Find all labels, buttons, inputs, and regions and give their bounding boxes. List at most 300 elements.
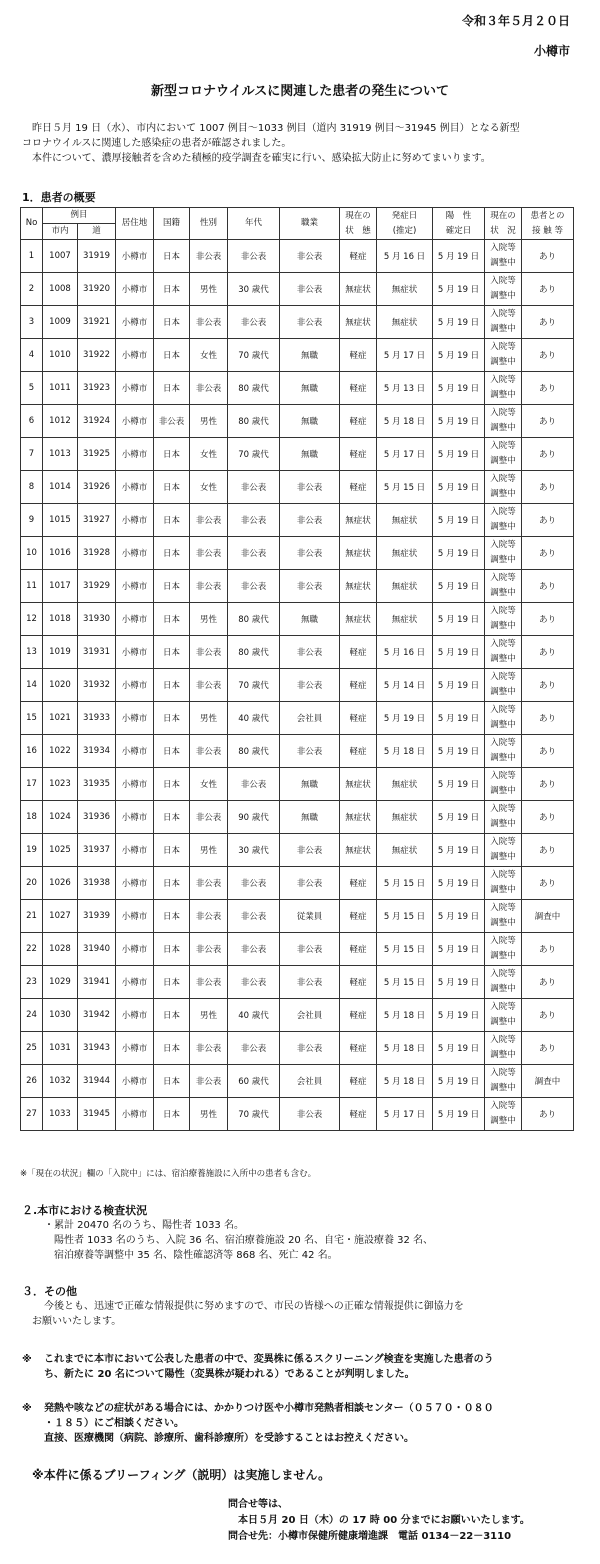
cell-status2: 調整中 xyxy=(490,621,516,631)
cell-no: 26 xyxy=(21,1065,43,1098)
cell-status xyxy=(485,273,522,306)
cell-status xyxy=(485,1098,522,1131)
cell-no: 4 xyxy=(21,339,43,372)
header-gender: 性別 xyxy=(190,208,228,240)
cell-status2: 調整中 xyxy=(490,819,516,829)
cell-gender: 非公表 xyxy=(190,636,228,669)
cell-case-city: 1031 xyxy=(43,1032,78,1065)
cell-residence: 小樽市 xyxy=(116,1032,154,1065)
header-contact xyxy=(522,208,574,240)
cell-residence: 小樽市 xyxy=(116,504,154,537)
cell-nationality: 日本 xyxy=(154,603,190,636)
cell-status xyxy=(485,834,522,867)
cell-nationality: 日本 xyxy=(154,306,190,339)
cell-job: 非公表 xyxy=(280,933,340,966)
cell-status2: 調整中 xyxy=(490,720,516,730)
cell-status xyxy=(485,702,522,735)
cell-case-city: 1018 xyxy=(43,603,78,636)
cell-nationality: 日本 xyxy=(154,504,190,537)
cell-nationality: 日本 xyxy=(154,669,190,702)
cell-case-pref: 31931 xyxy=(78,636,116,669)
cell-status1: 入院等 xyxy=(490,408,516,418)
cell-age: 40 歳代 xyxy=(228,999,280,1032)
cell-positive-date: 5 月 19 日 xyxy=(433,1032,485,1065)
cell-job: 非公表 xyxy=(280,471,340,504)
cell-job: 無職 xyxy=(280,405,340,438)
cell-status1: 入院等 xyxy=(490,1068,516,1078)
contact-line-1: 問合せ等は、 xyxy=(228,1499,288,1510)
cell-residence: 小樽市 xyxy=(116,999,154,1032)
cell-gender: 非公表 xyxy=(190,1065,228,1098)
cell-status1: 入院等 xyxy=(490,441,516,451)
contact-line-2: 本日５月 20 日（木）の 17 時 00 分までにお願いいたします。 xyxy=(238,1515,530,1526)
cell-status1: 入院等 xyxy=(490,1002,516,1012)
cell-gender: 非公表 xyxy=(190,801,228,834)
cell-contact: あり xyxy=(522,1098,574,1131)
cell-age: 非公表 xyxy=(228,504,280,537)
cell-contact: あり xyxy=(522,471,574,504)
table-row xyxy=(21,339,574,372)
cell-status2: 調整中 xyxy=(490,654,516,664)
cell-onset: 無症状 xyxy=(377,603,433,636)
header-no: No xyxy=(21,208,43,240)
cell-contact: あり xyxy=(522,834,574,867)
cell-age: 非公表 xyxy=(228,240,280,273)
cell-status1: 入院等 xyxy=(490,507,516,517)
cell-age: 80 歳代 xyxy=(228,372,280,405)
cell-case-pref: 31938 xyxy=(78,867,116,900)
cell-case-pref: 31926 xyxy=(78,471,116,504)
cell-nationality: 日本 xyxy=(154,570,190,603)
cell-condition: 軽症 xyxy=(340,999,377,1032)
cell-nationality: 日本 xyxy=(154,702,190,735)
header-positive-date xyxy=(433,208,485,240)
cell-condition: 無症状 xyxy=(340,801,377,834)
cell-status1: 入院等 xyxy=(490,969,516,979)
cell-residence: 小樽市 xyxy=(116,372,154,405)
cell-case-city: 1010 xyxy=(43,339,78,372)
table-row xyxy=(21,471,574,504)
cell-no: 24 xyxy=(21,999,43,1032)
cell-contact: あり xyxy=(522,636,574,669)
table-row xyxy=(21,1032,574,1065)
cell-age: 非公表 xyxy=(228,900,280,933)
cell-positive-date: 5 月 19 日 xyxy=(433,537,485,570)
header-onset xyxy=(377,208,433,240)
document-title: 新型コロナウイルスに関連した患者の発生について xyxy=(151,84,449,99)
section3-line-1: 今後とも、迅速で正確な情報提供に努めますので、市民の皆様への正確な情報提供に御協力を xyxy=(44,1301,464,1312)
cell-residence: 小樽市 xyxy=(116,735,154,768)
table-row xyxy=(21,801,574,834)
cell-case-city: 1025 xyxy=(43,834,78,867)
cell-positive-date: 5 月 19 日 xyxy=(433,372,485,405)
cell-nationality: 日本 xyxy=(154,900,190,933)
cell-positive-date: 5 月 19 日 xyxy=(433,570,485,603)
cell-condition: 無症状 xyxy=(340,273,377,306)
table-row xyxy=(21,636,574,669)
cell-gender: 女性 xyxy=(190,471,228,504)
cell-status2: 調整中 xyxy=(490,852,516,862)
cell-status xyxy=(485,933,522,966)
cell-no: 16 xyxy=(21,735,43,768)
cell-positive-date: 5 月 19 日 xyxy=(433,933,485,966)
cell-condition: 軽症 xyxy=(340,1065,377,1098)
cell-gender: 非公表 xyxy=(190,867,228,900)
cell-job: 無職 xyxy=(280,603,340,636)
cell-positive-date: 5 月 19 日 xyxy=(433,504,485,537)
header-status xyxy=(485,208,522,240)
cell-job: 非公表 xyxy=(280,1032,340,1065)
cell-case-pref: 31923 xyxy=(78,372,116,405)
header-onset-line1: 発症日 xyxy=(391,210,418,221)
cell-condition: 軽症 xyxy=(340,867,377,900)
intro-line-1: 昨日５月 19 日（水）、市内において 1007 例目～1033 例目（道内 31919 例目～31945 例目）となる新型 xyxy=(32,123,520,134)
cell-status2: 調整中 xyxy=(490,357,516,367)
cell-gender: 非公表 xyxy=(190,504,228,537)
cell-case-city: 1020 xyxy=(43,669,78,702)
cell-gender: 男性 xyxy=(190,1098,228,1131)
cell-age: 70 歳代 xyxy=(228,339,280,372)
section1-heading: 1．患者の概要 xyxy=(22,191,96,204)
cell-residence: 小樽市 xyxy=(116,867,154,900)
cell-positive-date: 5 月 19 日 xyxy=(433,1098,485,1131)
cell-no: 22 xyxy=(21,933,43,966)
cell-condition: 軽症 xyxy=(340,966,377,999)
cell-onset: 5 月 15 日 xyxy=(377,966,433,999)
cell-residence: 小樽市 xyxy=(116,966,154,999)
cell-onset: 5 月 18 日 xyxy=(377,735,433,768)
cell-gender: 非公表 xyxy=(190,1032,228,1065)
cell-no: 21 xyxy=(21,900,43,933)
cell-job: 非公表 xyxy=(280,273,340,306)
cell-onset: 5 月 18 日 xyxy=(377,405,433,438)
cell-case-city: 1024 xyxy=(43,801,78,834)
cell-case-city: 1019 xyxy=(43,636,78,669)
table-row xyxy=(21,570,574,603)
cell-condition: 無症状 xyxy=(340,306,377,339)
cell-status xyxy=(485,438,522,471)
cell-gender: 男性 xyxy=(190,702,228,735)
cell-gender: 非公表 xyxy=(190,933,228,966)
cell-case-city: 1022 xyxy=(43,735,78,768)
cell-status2: 調整中 xyxy=(490,753,516,763)
cell-no: 9 xyxy=(21,504,43,537)
cell-case-city: 1011 xyxy=(43,372,78,405)
cell-status1: 入院等 xyxy=(490,738,516,748)
cell-contact: あり xyxy=(522,933,574,966)
cell-contact: あり xyxy=(522,801,574,834)
cell-positive-date: 5 月 19 日 xyxy=(433,1065,485,1098)
cell-residence: 小樽市 xyxy=(116,339,154,372)
cell-age: 60 歳代 xyxy=(228,1065,280,1098)
table-row xyxy=(21,1098,574,1131)
cell-positive-date: 5 月 19 日 xyxy=(433,801,485,834)
table-row xyxy=(21,867,574,900)
cell-job: 無職 xyxy=(280,438,340,471)
cell-residence: 小樽市 xyxy=(116,1098,154,1131)
cell-job: 非公表 xyxy=(280,834,340,867)
cell-gender: 非公表 xyxy=(190,537,228,570)
intro-line-2: コロナウイルスに関連した感染症の患者が確認されました。 xyxy=(22,138,292,149)
table-row xyxy=(21,306,574,339)
cell-contact: あり xyxy=(522,735,574,768)
cell-age: 非公表 xyxy=(228,933,280,966)
cell-nationality: 日本 xyxy=(154,273,190,306)
cell-status xyxy=(485,900,522,933)
cell-age: 80 歳代 xyxy=(228,735,280,768)
cell-job: 非公表 xyxy=(280,636,340,669)
cell-status xyxy=(485,537,522,570)
cell-gender: 男性 xyxy=(190,405,228,438)
variant-notice xyxy=(22,1352,582,1382)
header-contact-line1: 患者との xyxy=(530,210,565,221)
cell-status1: 入院等 xyxy=(490,1101,516,1111)
cell-status xyxy=(485,306,522,339)
cell-gender: 非公表 xyxy=(190,570,228,603)
cell-status2: 調整中 xyxy=(490,588,516,598)
cell-condition: 軽症 xyxy=(340,1098,377,1131)
cell-positive-date: 5 月 19 日 xyxy=(433,636,485,669)
cell-condition: 無症状 xyxy=(340,537,377,570)
cell-status2: 調整中 xyxy=(490,687,516,697)
cell-residence: 小樽市 xyxy=(116,768,154,801)
fever-notice-mark: ※ xyxy=(22,1403,32,1414)
cell-residence: 小樽市 xyxy=(116,900,154,933)
table-row xyxy=(21,405,574,438)
cell-status1: 入院等 xyxy=(490,672,516,682)
cell-case-pref: 31936 xyxy=(78,801,116,834)
cell-onset: 5 月 17 日 xyxy=(377,339,433,372)
cell-case-city: 1026 xyxy=(43,867,78,900)
cell-nationality: 日本 xyxy=(154,867,190,900)
cell-residence: 小樽市 xyxy=(116,1065,154,1098)
cell-contact: あり xyxy=(522,438,574,471)
cell-onset: 5 月 16 日 xyxy=(377,240,433,273)
cell-status xyxy=(485,636,522,669)
cell-job: 会社員 xyxy=(280,702,340,735)
cell-gender: 女性 xyxy=(190,768,228,801)
cell-case-pref: 31937 xyxy=(78,834,116,867)
cell-case-city: 1017 xyxy=(43,570,78,603)
cell-positive-date: 5 月 19 日 xyxy=(433,306,485,339)
cell-status2: 調整中 xyxy=(490,885,516,895)
cell-condition: 軽症 xyxy=(340,933,377,966)
cell-residence: 小樽市 xyxy=(116,801,154,834)
section2 xyxy=(22,1203,582,1263)
cell-gender: 非公表 xyxy=(190,372,228,405)
cell-status xyxy=(485,669,522,702)
cell-status1: 入院等 xyxy=(490,870,516,880)
cell-contact: あり xyxy=(522,1032,574,1065)
cell-status xyxy=(485,339,522,372)
cell-onset: 無症状 xyxy=(377,537,433,570)
cell-case-pref: 31928 xyxy=(78,537,116,570)
cell-condition: 軽症 xyxy=(340,471,377,504)
section3 xyxy=(22,1284,582,1329)
cell-case-city: 1013 xyxy=(43,438,78,471)
cell-case-pref: 31945 xyxy=(78,1098,116,1131)
cell-nationality: 日本 xyxy=(154,339,190,372)
cell-age: 70 歳代 xyxy=(228,669,280,702)
cell-age: 30 歳代 xyxy=(228,834,280,867)
cell-condition: 軽症 xyxy=(340,900,377,933)
cell-condition: 軽症 xyxy=(340,240,377,273)
table-row xyxy=(21,999,574,1032)
cell-case-city: 1014 xyxy=(43,471,78,504)
table-row xyxy=(21,933,574,966)
cell-status2: 調整中 xyxy=(490,984,516,994)
cell-job: 会社員 xyxy=(280,1065,340,1098)
cell-job: 非公表 xyxy=(280,537,340,570)
cell-positive-date: 5 月 19 日 xyxy=(433,966,485,999)
cell-case-pref: 31944 xyxy=(78,1065,116,1098)
header-condition-line2: 状 態 xyxy=(345,225,371,236)
cell-case-city: 1012 xyxy=(43,405,78,438)
cell-status xyxy=(485,768,522,801)
section2-line-3: 宿泊療養等調整中 35 名、陰性確認済等 868 名、死亡 42 名。 xyxy=(54,1250,338,1261)
cell-contact: あり xyxy=(522,999,574,1032)
cell-case-pref: 31935 xyxy=(78,768,116,801)
intro-paragraph xyxy=(22,121,582,166)
cell-status xyxy=(485,570,522,603)
cell-age: 80 歳代 xyxy=(228,636,280,669)
table-row xyxy=(21,966,574,999)
section3-line-2: お願いいたします。 xyxy=(32,1316,122,1327)
cell-no: 8 xyxy=(21,471,43,504)
cell-nationality: 日本 xyxy=(154,966,190,999)
cell-residence: 小樽市 xyxy=(116,405,154,438)
cell-condition: 無症状 xyxy=(340,603,377,636)
cell-gender: 非公表 xyxy=(190,240,228,273)
cell-job: 非公表 xyxy=(280,867,340,900)
cell-positive-date: 5 月 19 日 xyxy=(433,339,485,372)
header-status-line2: 状 況 xyxy=(490,225,516,236)
cell-gender: 男性 xyxy=(190,834,228,867)
cell-onset: 5 月 14 日 xyxy=(377,669,433,702)
table-row xyxy=(21,834,574,867)
cell-gender: 非公表 xyxy=(190,306,228,339)
cell-nationality: 日本 xyxy=(154,999,190,1032)
cell-nationality: 日本 xyxy=(154,834,190,867)
header-condition xyxy=(340,208,377,240)
cell-status2: 調整中 xyxy=(490,390,516,400)
cell-onset: 5 月 18 日 xyxy=(377,1032,433,1065)
cell-case-city: 1023 xyxy=(43,768,78,801)
header-condition-line1: 現在の xyxy=(345,210,371,221)
cell-nationality: 日本 xyxy=(154,438,190,471)
table-footnote: ※「現在の状況」欄の「入院中」には、宿泊療養施設に入所中の患者も含む。 xyxy=(20,1169,317,1179)
cell-nationality: 日本 xyxy=(154,537,190,570)
cell-job: 非公表 xyxy=(280,735,340,768)
cell-status xyxy=(485,240,522,273)
cell-gender: 非公表 xyxy=(190,669,228,702)
cell-gender: 非公表 xyxy=(190,900,228,933)
cell-no: 15 xyxy=(21,702,43,735)
cell-no: 27 xyxy=(21,1098,43,1131)
header-status-line1: 現在の xyxy=(490,210,516,221)
cell-status1: 入院等 xyxy=(490,903,516,913)
cell-no: 2 xyxy=(21,273,43,306)
cell-status1: 入院等 xyxy=(490,936,516,946)
table-row xyxy=(21,537,574,570)
cell-contact: あり xyxy=(522,669,574,702)
cell-residence: 小樽市 xyxy=(116,933,154,966)
cell-status xyxy=(485,372,522,405)
cell-status2: 調整中 xyxy=(490,786,516,796)
cell-condition: 無症状 xyxy=(340,570,377,603)
patient-table-body xyxy=(21,240,574,1131)
cell-residence: 小樽市 xyxy=(116,306,154,339)
cell-job: 無職 xyxy=(280,339,340,372)
cell-contact: あり xyxy=(522,405,574,438)
table-row xyxy=(21,702,574,735)
table-row xyxy=(21,768,574,801)
cell-case-city: 1007 xyxy=(43,240,78,273)
table-row xyxy=(21,669,574,702)
cell-case-city: 1027 xyxy=(43,900,78,933)
cell-condition: 軽症 xyxy=(340,372,377,405)
variant-notice-line-1: これまでに本市において公表した患者の中で、変異株に係るスクリーニング検査を実施した患者のう xyxy=(44,1354,494,1365)
cell-status1: 入院等 xyxy=(490,309,516,319)
cell-onset: 5 月 17 日 xyxy=(377,438,433,471)
cell-case-city: 1015 xyxy=(43,504,78,537)
table-row xyxy=(21,900,574,933)
cell-contact: 調査中 xyxy=(522,900,574,933)
cell-residence: 小樽市 xyxy=(116,834,154,867)
cell-age: 非公表 xyxy=(228,537,280,570)
section2-line-1: ・累計 20470 名のうち、陽性者 1033 名。 xyxy=(44,1220,244,1231)
cell-age: 非公表 xyxy=(228,570,280,603)
cell-no: 1 xyxy=(21,240,43,273)
cell-no: 17 xyxy=(21,768,43,801)
cell-job: 従業員 xyxy=(280,900,340,933)
cell-job: 非公表 xyxy=(280,570,340,603)
table-row xyxy=(21,438,574,471)
cell-gender: 男性 xyxy=(190,999,228,1032)
cell-gender: 男性 xyxy=(190,273,228,306)
cell-condition: 軽症 xyxy=(340,1032,377,1065)
cell-onset: 無症状 xyxy=(377,306,433,339)
cell-age: 80 歳代 xyxy=(228,603,280,636)
cell-case-pref: 31939 xyxy=(78,900,116,933)
section3-heading: ３．その他 xyxy=(22,1285,77,1298)
header-job: 職業 xyxy=(280,208,340,240)
cell-case-pref: 31934 xyxy=(78,735,116,768)
cell-status2: 調整中 xyxy=(490,918,516,928)
cell-no: 3 xyxy=(21,306,43,339)
cell-job: 会社員 xyxy=(280,999,340,1032)
patient-table xyxy=(20,207,574,1131)
table-row xyxy=(21,504,574,537)
cell-status2: 調整中 xyxy=(490,291,516,301)
briefing-notice: ※本件に係るブリーフィング（説明）は実施しません。 xyxy=(32,1468,331,1482)
cell-case-pref: 31921 xyxy=(78,306,116,339)
cell-contact: あり xyxy=(522,372,574,405)
cell-status2: 調整中 xyxy=(490,555,516,565)
cell-job: 非公表 xyxy=(280,669,340,702)
cell-positive-date: 5 月 19 日 xyxy=(433,768,485,801)
cell-no: 25 xyxy=(21,1032,43,1065)
contact-info xyxy=(228,1497,530,1545)
cell-age: 30 歳代 xyxy=(228,273,280,306)
header-case-pref: 道 xyxy=(78,224,116,240)
cell-residence: 小樽市 xyxy=(116,702,154,735)
cell-status2: 調整中 xyxy=(490,1116,516,1126)
cell-onset: 5 月 18 日 xyxy=(377,999,433,1032)
cell-positive-date: 5 月 19 日 xyxy=(433,471,485,504)
cell-contact: あり xyxy=(522,603,574,636)
cell-contact: あり xyxy=(522,537,574,570)
